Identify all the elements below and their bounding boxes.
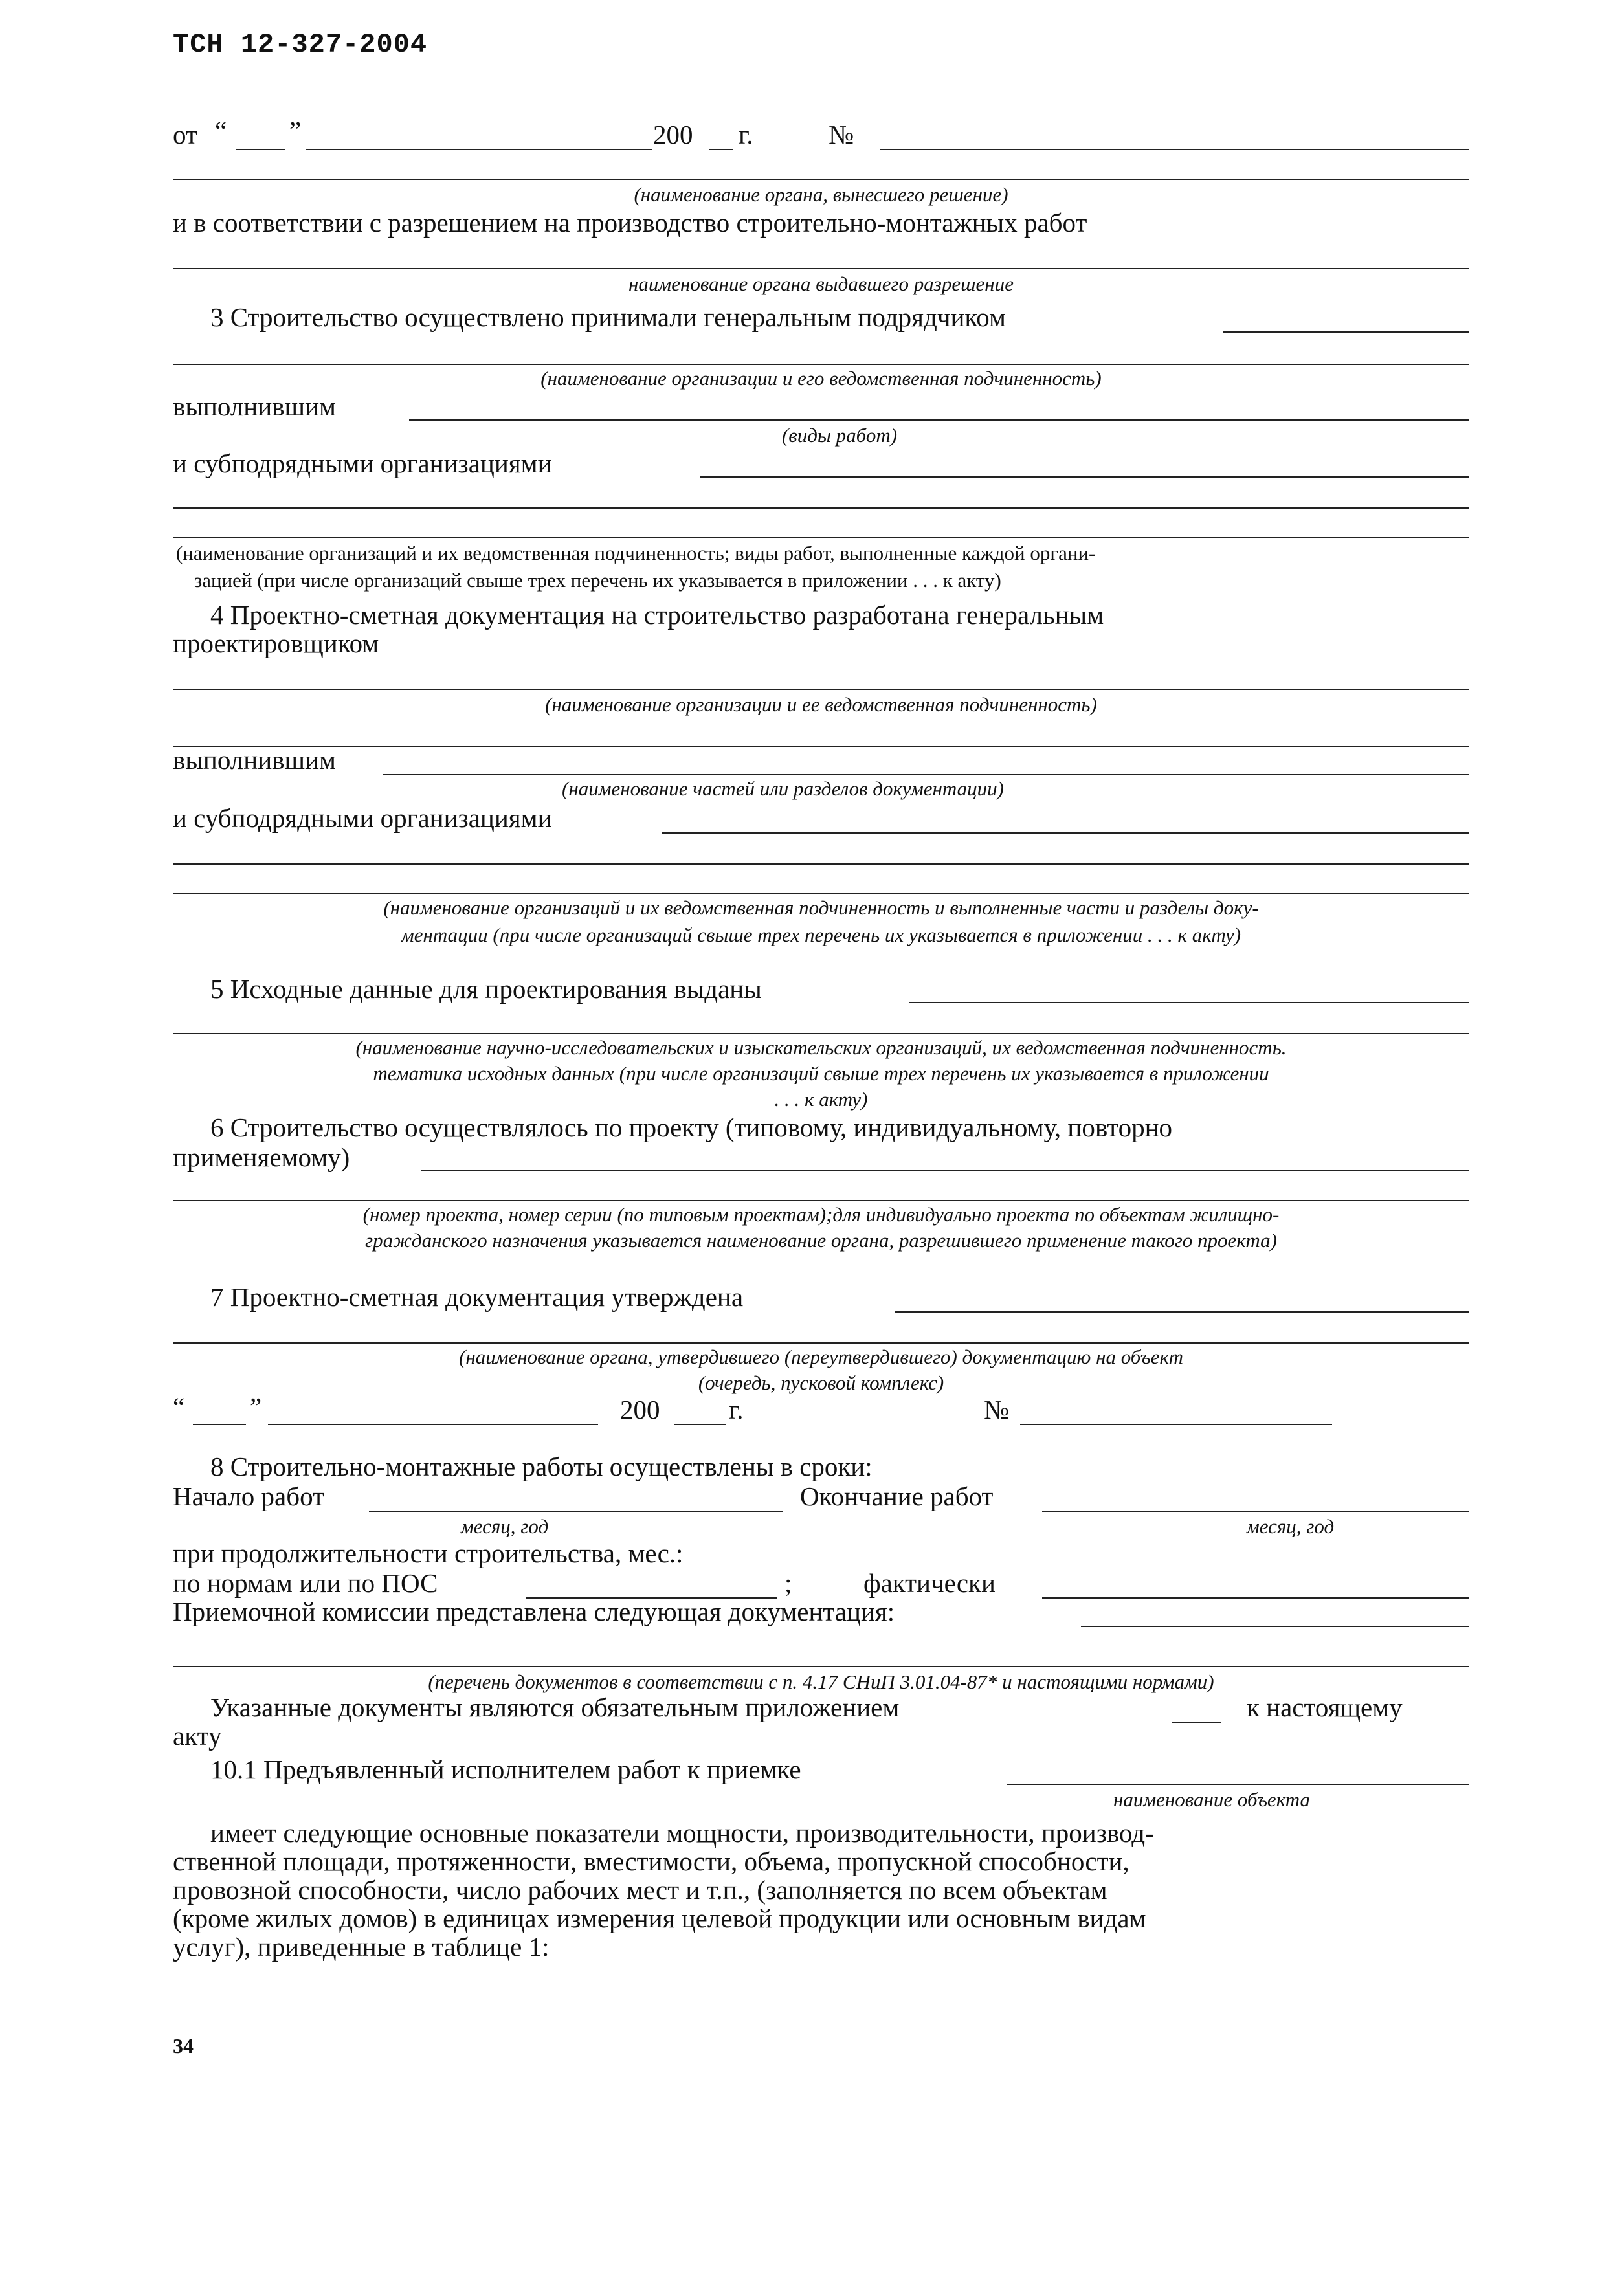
s3-performed-line[interactable] bbox=[409, 419, 1469, 421]
s4-caption-org: (наименование организации и ее ведомственная подчиненность) bbox=[545, 693, 1097, 716]
s4-subcontract-line-1[interactable] bbox=[662, 832, 1469, 834]
year-blank-line[interactable] bbox=[709, 149, 733, 150]
s10-para-line-3: провозной способности, число рабочих мест и т.п., (заполняется по всем объектам bbox=[173, 1875, 1107, 1905]
s5-line-2[interactable] bbox=[173, 1033, 1469, 1034]
s4-designer-line[interactable] bbox=[173, 689, 1469, 690]
s3-caption-work: (виды работ) bbox=[781, 424, 898, 447]
s3-subcontract-line-2[interactable] bbox=[173, 507, 1469, 509]
s8-actual-line[interactable] bbox=[1042, 1597, 1469, 1599]
s3-general-contractor-text: 3 Строительство осуществлено принимали генеральным подрядчиком bbox=[210, 302, 1006, 332]
date-prefix: от bbox=[173, 120, 197, 150]
s3-caption-org: (наименование организации и его ведомственная подчиненность) bbox=[540, 367, 1102, 390]
s7-year-suffix: г. bbox=[729, 1395, 744, 1424]
day-blank-line[interactable] bbox=[236, 149, 285, 150]
caption-decision-body: (наименование органа, вынесшего решение) bbox=[634, 183, 1008, 206]
s6-caption-2: гражданского назначения указывается наименование органа, разрешившего применение такого проекта) bbox=[365, 1229, 1277, 1252]
s3-caption-subs-1: (наименование организаций и их ведомственная подчиненность; виды работ, выполненные каждой органи- bbox=[176, 542, 1096, 564]
s4-performed-label: выполнившим bbox=[173, 745, 336, 775]
s7-date-year: 200 bbox=[620, 1395, 660, 1424]
s7-month-line[interactable] bbox=[268, 1424, 598, 1425]
s3-subcontract-line-3[interactable] bbox=[173, 537, 1469, 538]
s10-para-line-5: услуг), приведенные в таблице 1: bbox=[173, 1932, 550, 1962]
s4-caption-parts: (наименование частей или разделов документации) bbox=[562, 777, 1004, 800]
s8-caption-docs: (перечень документов в соответствии с п. 4.17 СНиП 3.01.04-87* и настоящими нормами) bbox=[428, 1670, 1214, 1693]
date-quote-open: “ bbox=[215, 116, 227, 146]
s10-caption-object: наименование объекта bbox=[1113, 1788, 1311, 1811]
s5-line-1[interactable] bbox=[909, 1002, 1469, 1003]
s4-caption-subs-2: ментации (при числе организаций свыше трех перечень их указывается в приложении . . . к акту) bbox=[401, 924, 1241, 946]
s8-norms-label: по нормам или по ПОС bbox=[173, 1568, 438, 1598]
s5-caption-3: . . . к акту) bbox=[774, 1088, 868, 1111]
s7-caption-1: (наименование органа, утвердившего (переутвердившего) документацию на объект bbox=[459, 1346, 1183, 1368]
s3-subcontract-label: и субподрядными организациями bbox=[173, 449, 552, 478]
s8-appendix-blank[interactable] bbox=[1172, 1722, 1221, 1723]
s8-duration-text: при продолжительности строительства, мес.: bbox=[173, 1538, 684, 1568]
s4-performed-line[interactable] bbox=[383, 774, 1469, 775]
s6-project-line-1[interactable] bbox=[421, 1170, 1469, 1171]
s4-org-extra-line[interactable] bbox=[173, 746, 1469, 747]
s7-year-line[interactable] bbox=[674, 1424, 726, 1425]
s8-docs-label: Приемочной комиссии представлена следующая документация: bbox=[173, 1597, 895, 1626]
number-blank-line[interactable] bbox=[880, 149, 1469, 150]
s8-start-line[interactable] bbox=[369, 1511, 783, 1512]
s4-subcontract-line-2[interactable] bbox=[173, 863, 1469, 865]
s10-para-line-1: имеет следующие основные показатели мощности, производительности, производ- bbox=[210, 1818, 1154, 1848]
s6-caption-1: (номер проекта, номер серии (по типовым проектам);для индивидуально проекта по объектам жилищно- bbox=[362, 1203, 1280, 1226]
s7-line-2[interactable] bbox=[173, 1342, 1469, 1344]
s8-end-label: Окончание работ bbox=[800, 1481, 994, 1511]
s5-caption-2: тематика исходных данных (при числе организаций свыше трех перечень их указывается в приложении bbox=[373, 1062, 1269, 1085]
s10-para-line-4: (кроме жилых домов) в единицах измерения целевой продукции или основным видам bbox=[173, 1903, 1146, 1933]
s8-start-caption: месяц, год bbox=[461, 1515, 549, 1538]
s4-caption-subs-1: (наименование организаций и их ведомственная подчиненность и выполненные части и разделы доку- bbox=[383, 896, 1259, 919]
s3-contractor-line-1[interactable] bbox=[1223, 331, 1469, 333]
s4-subcontract-line-3[interactable] bbox=[173, 893, 1469, 894]
s6-text-line-2: применяемому) bbox=[173, 1142, 350, 1172]
permission-body-line[interactable] bbox=[173, 268, 1469, 269]
s3-caption-subs-2: зацией (при числе организаций свыше трех перечень их указывается в приложении . . . к акту) bbox=[194, 569, 1001, 592]
s8-act-word: акту bbox=[173, 1721, 222, 1751]
s4-text-line-2: проектировщиком bbox=[173, 628, 379, 658]
s8-appendix-text: Указанные документы являются обязательным приложением bbox=[210, 1692, 900, 1722]
s10-para-line-2: ственной площади, протяженности, вместимости, объема, пропускной способности, bbox=[173, 1846, 1129, 1876]
s8-docs-line-2[interactable] bbox=[173, 1666, 1469, 1667]
s8-docs-line-1[interactable] bbox=[1081, 1626, 1469, 1627]
s7-text: 7 Проектно-сметная документация утверждена bbox=[210, 1282, 744, 1312]
s7-date-quote-open: “ bbox=[173, 1392, 185, 1422]
s3-subcontract-line-1[interactable] bbox=[700, 476, 1469, 478]
s6-text-line-1: 6 Строительство осуществлялось по проекту (типовому, индивидуальному, повторно bbox=[210, 1113, 1173, 1142]
document-code: ТСН 12-327-2004 bbox=[173, 29, 428, 60]
number-sign: № bbox=[829, 120, 854, 150]
caption-permission-body: наименование органа выдавшего разрешение bbox=[628, 272, 1014, 295]
s8-end-caption: месяц, год bbox=[1247, 1515, 1335, 1538]
date-quote-close: ” bbox=[289, 116, 302, 146]
s5-caption-1: (наименование научно-исследовательских и изыскательских организаций, их ведомственная подчиненность. bbox=[355, 1036, 1287, 1059]
s5-text: 5 Исходные данные для проектирования выданы bbox=[210, 974, 762, 1004]
decision-body-line[interactable] bbox=[173, 179, 1469, 180]
year-suffix: г. bbox=[739, 120, 753, 150]
s3-contractor-line-2[interactable] bbox=[173, 364, 1469, 365]
s8-text: 8 Строительно-монтажные работы осуществлены в сроки: bbox=[210, 1452, 873, 1481]
s4-subcontract-label: и субподрядными организациями bbox=[173, 803, 552, 833]
s10-text: 10.1 Предъявленный исполнителем работ к приемке bbox=[210, 1755, 801, 1784]
s8-end-line[interactable] bbox=[1042, 1511, 1469, 1512]
date-year: 200 bbox=[653, 120, 693, 150]
s8-start-label: Начало работ bbox=[173, 1481, 324, 1511]
s8-actual-label: фактически bbox=[863, 1568, 996, 1598]
s7-date-quote-close: ” bbox=[250, 1392, 262, 1422]
s3-performed-label: выполнившим bbox=[173, 392, 336, 421]
s8-semicolon: ; bbox=[784, 1568, 792, 1598]
s7-day-line[interactable] bbox=[193, 1424, 246, 1425]
page-number: 34 bbox=[173, 2034, 194, 2057]
s4-text-line-1: 4 Проектно-сметная документация на строительство разработана генеральным bbox=[210, 600, 1104, 630]
s8-appendix-right: к настоящему bbox=[1247, 1692, 1403, 1722]
month-blank-line[interactable] bbox=[306, 149, 652, 150]
permission-line: и в соответствии с разрешением на производство строительно-монтажных работ bbox=[173, 208, 1087, 238]
s10-object-line[interactable] bbox=[1007, 1784, 1469, 1785]
s7-number-line[interactable] bbox=[1020, 1424, 1332, 1425]
s7-caption-2: (очередь, пусковой комплекс) bbox=[698, 1371, 944, 1394]
s7-line-1[interactable] bbox=[895, 1311, 1469, 1313]
s7-number-sign: № bbox=[984, 1395, 1010, 1424]
s6-project-line-2[interactable] bbox=[173, 1200, 1469, 1201]
